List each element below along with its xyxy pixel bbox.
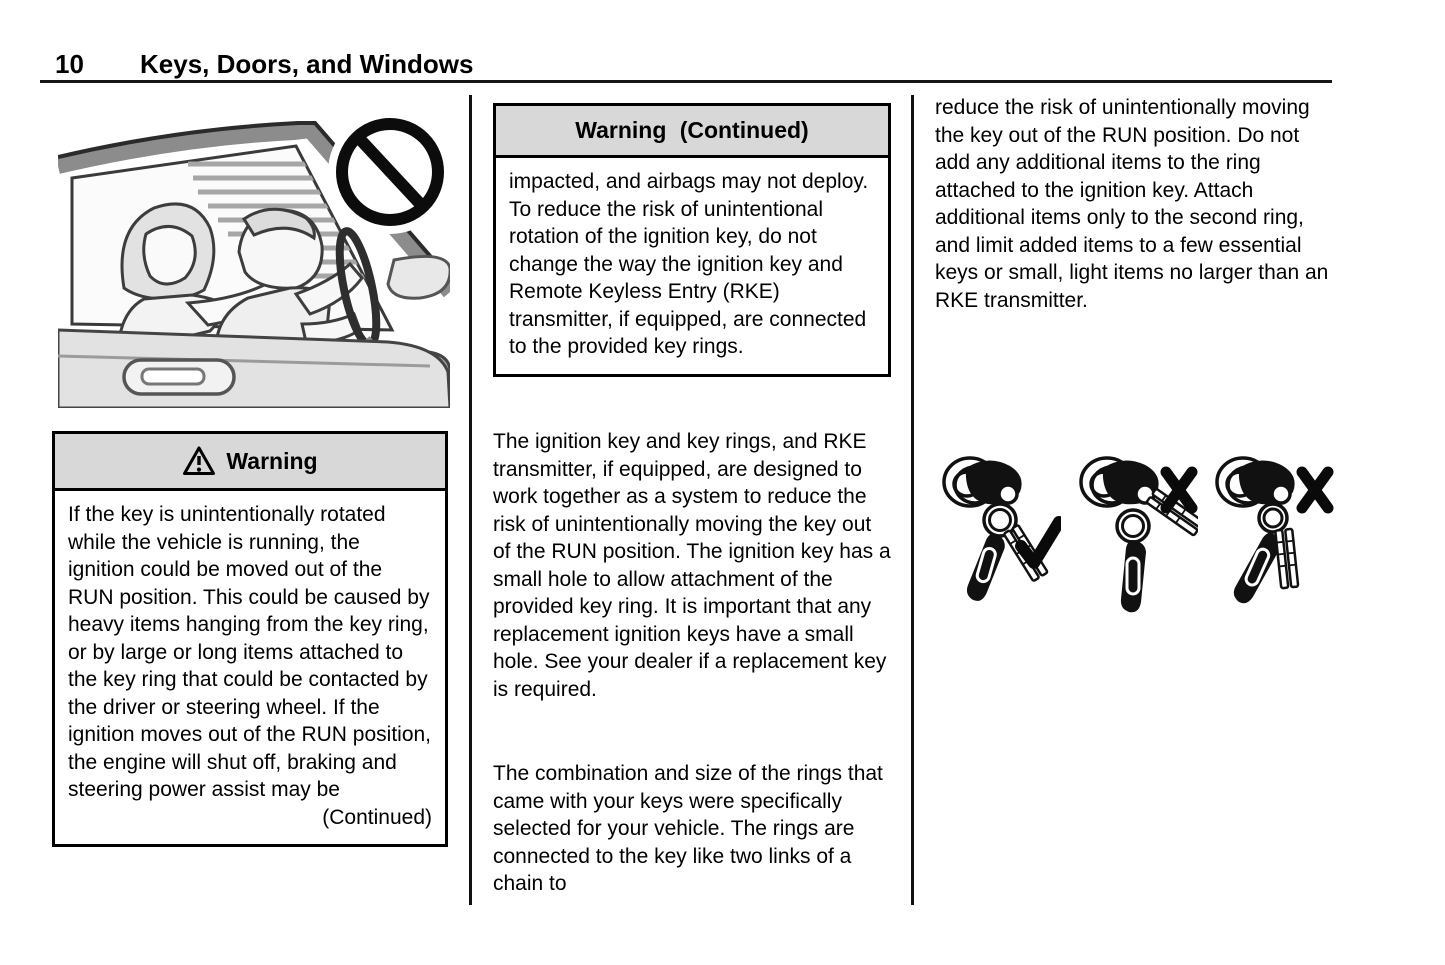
warning-box-header [55,434,445,491]
keyring-incorrect-figure [1073,446,1198,618]
warning-text: If the key is unintentionally rotated while the vehicle is running, the ignition could be moved out of the RUN position. This could be caused by heavy items hanging from the key ring, or by large or long items attached to the key ring that could be contacted by the driver or steering wheel. If the ignition moves out of the RUN position, the engine will shut off, braking and steering power assist may be [68,503,432,801]
continued-note: (Continued) [322,805,432,829]
page-title: Keys, Doors, and Windows [140,49,474,79]
paragraph-text: The ignition key and key rings, and RKE transmitter, if equipped, are designed to work together as a system to reduce the risk of unintentionally moving the key out of the RUN position. The ignition key has a small hole to allow attachment of the provided key ring. It is important that any replacement ignition keys have a small hole. See your dealer if a replacement key is required. [493,430,891,701]
keyring-examples-illustration [936,446,1334,618]
warning-continued-box [493,103,891,377]
slim-keys [1275,529,1298,588]
warning-triangle-icon [182,445,216,477]
paragraph [493,428,891,703]
warning-text: impacted, and airbags may not deploy. To reduce the risk of unintentional rotation of the ignition key, do not change the way the ignition key and Remote Keyless Entry (RKE) transmitter, if equipped, are connected to the provided key rings. [509,170,869,358]
keyring-correct-figure [936,446,1061,618]
warning-box-body [55,491,445,844]
paragraph [935,94,1335,314]
paragraph-text: The combination and size of the rings that came with your keys were specifically selected for your vehicle. The rings are connected to the key like two links of a chain to [493,762,883,895]
x-mark-icon [1302,472,1328,508]
x-mark-icon [1166,472,1192,508]
warning-continued-body [496,158,888,374]
side-mirror [388,256,450,298]
column-divider [469,95,472,905]
header-rule [40,80,1332,83]
warning-box [52,431,448,847]
keyring-incorrect-figure [1209,446,1334,618]
no-symbol-icon [328,110,450,234]
page-number: 10 [55,49,84,79]
paragraph [493,760,891,898]
warning-box-title: Warning [226,447,318,474]
paragraph-text: reduce the risk of unintentionally moving the key out of the RUN position. Do not add any additional items to the ring attached to the ignition key. Attach additional items only to the second ring, and limit added items to a few essential keys or small, light items no larger than an RKE transmitter. [935,96,1329,312]
warning-continued-header: Warning (Continued) [496,106,888,158]
column-divider [911,95,914,905]
door-handle [124,360,234,394]
rke-fob [1120,540,1145,612]
car-drawing [58,102,450,408]
children-in-car-illustration [58,102,450,408]
rke-fob [964,530,1008,604]
